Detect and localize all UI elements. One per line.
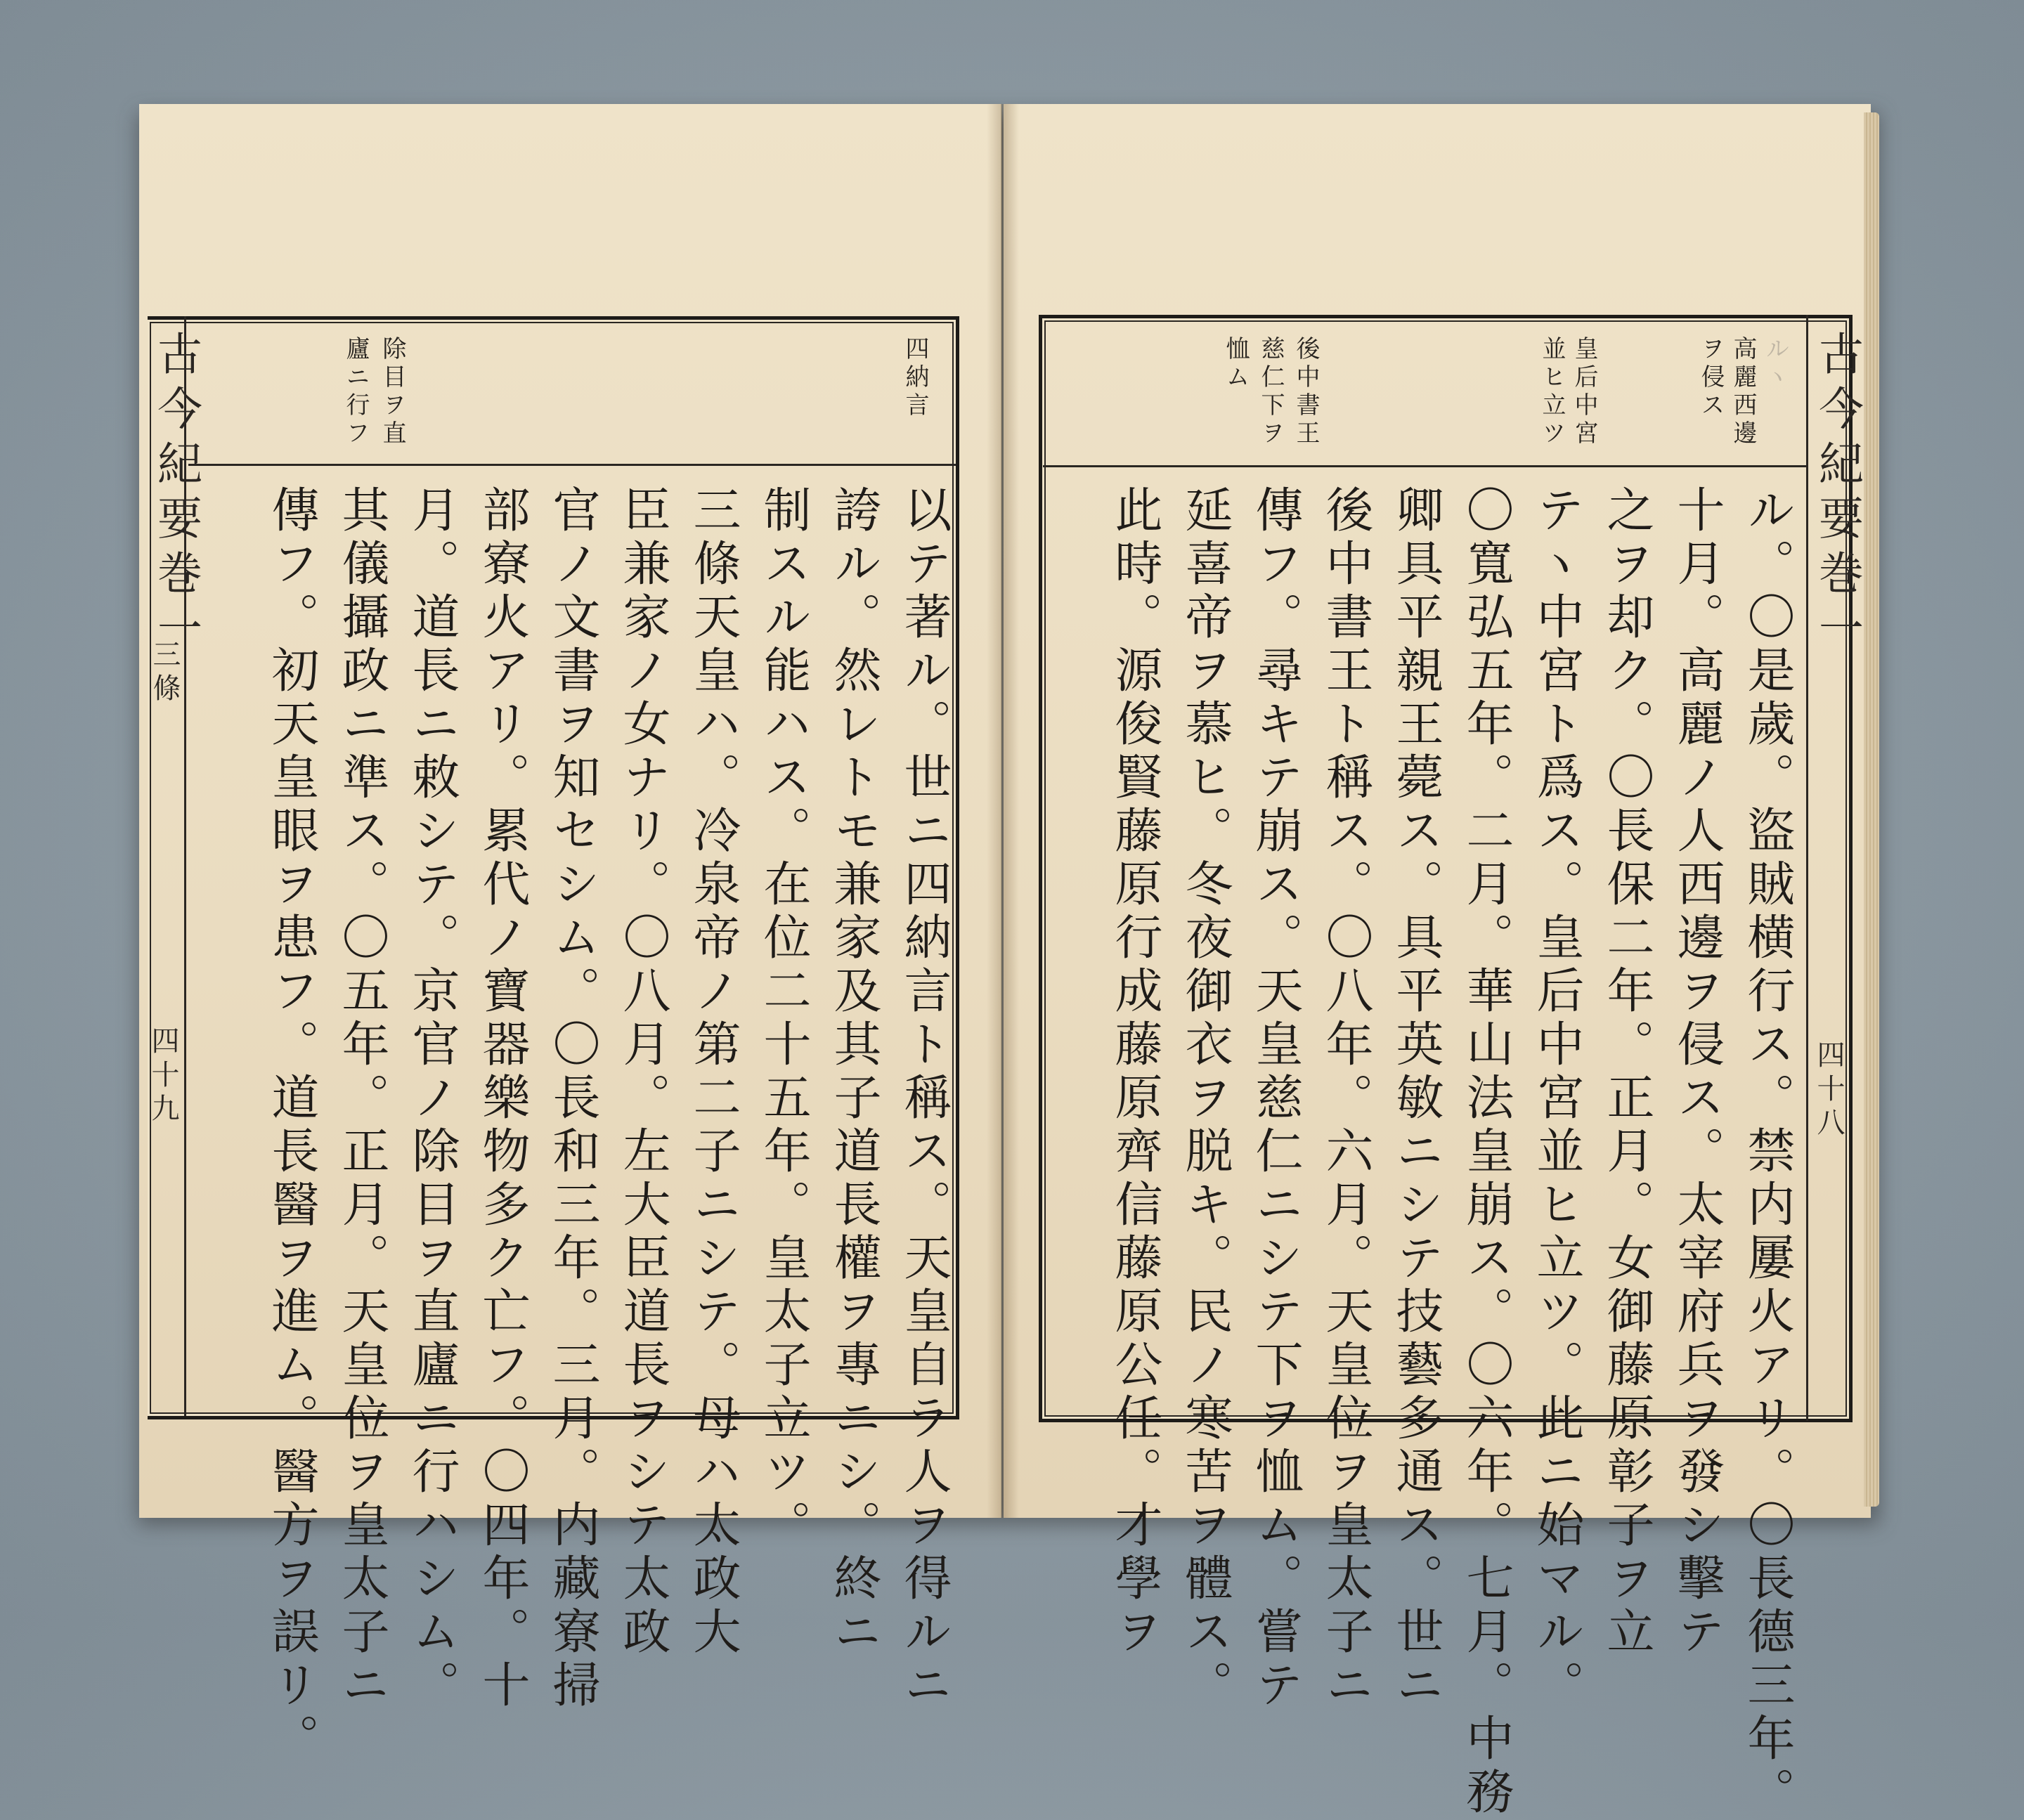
left-column-9: 其儀攝政ニ準ス。〇五年。正月。天皇位ヲ皇太子ニ bbox=[334, 485, 389, 1713]
right-column-7: 後中書王ト稱ス。〇八年。六月。天皇位ヲ皇太子ニ bbox=[1318, 485, 1373, 1713]
left-column-4: 三條天皇ハ。冷泉帝ノ第二子ニシテ。母ハ太政大 bbox=[685, 485, 741, 1660]
left-column-2: 誇ル。然レトモ兼家及其子道長權ヲ專ニシ。終ニ bbox=[826, 485, 881, 1660]
book-gutter bbox=[987, 104, 1019, 1518]
right-column-2: 十月。高麗ノ人西邊ヲ侵ス。太宰府兵ヲ發シ擊テ bbox=[1669, 485, 1725, 1660]
right-column-5: 〇寬弘五年。二月。華山法皇崩ス。〇六年。七月。中務 bbox=[1458, 485, 1514, 1820]
right-column-1: ル。〇是歲。盜賊横行ス。禁内屢火アリ。〇長德三年。 bbox=[1739, 485, 1795, 1820]
left-section-label: 三條 bbox=[148, 639, 181, 707]
right-margin-rule bbox=[1806, 315, 1808, 1421]
right-column-9: 延喜帝ヲ慕ヒ。冬夜御衣ヲ脱キ。民ノ寒苦ヲ體ス。 bbox=[1177, 485, 1233, 1713]
left-header-title: 古今紀要巻一 bbox=[150, 330, 202, 659]
left-note-divider bbox=[188, 464, 956, 466]
left-column-10: 傳フ。初天皇眼ヲ患フ。道長醫ヲ進ム。醫方ヲ誤リ。 bbox=[264, 485, 319, 1767]
left-note-2: 除目ヲ直 bbox=[378, 336, 406, 448]
right-note-4: 並ヒ立ツ bbox=[1538, 336, 1566, 448]
right-column-3: 之ヲ却ク。〇長保二年。正月。女御藤原彰子ヲ立 bbox=[1599, 485, 1654, 1660]
left-note-3: 廬ニ行フ bbox=[342, 336, 370, 448]
right-column-4: テヽ中宮ト爲ス。皇后中宮並ヒ立ツ。此ニ始マル。 bbox=[1529, 485, 1584, 1713]
page-edges bbox=[1864, 112, 1879, 1507]
left-column-7: 部寮火アリ。累代ノ寶器樂物多ク亡フ。〇四年。十 bbox=[474, 485, 530, 1713]
right-header-title: 古今紀要巻一 bbox=[1811, 330, 1863, 659]
right-note-6: 慈仁下ヲ bbox=[1257, 336, 1285, 448]
right-note-5: 後中書王 bbox=[1292, 336, 1320, 448]
left-column-8: 月。道長ニ敕シテ。京官ノ除目ヲ直廬ニ行ハシム。 bbox=[404, 485, 460, 1713]
left-column-5: 臣兼家ノ女ナリ。〇八月。左大臣道長ヲシテ太政 bbox=[615, 485, 670, 1660]
left-column-1: 以テ著ル。世ニ四納言ト稱ス。天皇自ラ人ヲ得ルニ bbox=[896, 485, 952, 1713]
right-folio: 四十八 bbox=[1812, 1040, 1845, 1141]
left-column-6: 官ノ文書ヲ知セシム。〇長和三年。三月。内藏寮掃 bbox=[545, 485, 600, 1713]
right-column-6: 卿具平親王薨ス。具平英敏ニシテ技藝多通ス。世ニ bbox=[1388, 485, 1444, 1713]
right-note-1: 高麗西邊 bbox=[1729, 336, 1757, 448]
left-column-3: 制スル能ハス。在位二十五年。皇太子立ツ。 bbox=[755, 485, 811, 1553]
right-note-2: ヲ侵ス bbox=[1697, 336, 1725, 420]
right-column-8: 傳フ。尋キテ崩ス。天皇慈仁ニシテ下ヲ恤ム。嘗テ bbox=[1247, 485, 1303, 1713]
right-note-7: 恤ム bbox=[1221, 336, 1250, 392]
right-note-ghost: ルヽ bbox=[1761, 336, 1789, 392]
right-column-10: 此時。源俊賢藤原行成藤原齊信藤原公任。才學ヲ bbox=[1107, 485, 1162, 1660]
right-note-3: 皇后中宮 bbox=[1570, 336, 1598, 448]
left-folio: 四十九 bbox=[147, 1026, 179, 1127]
right-note-divider bbox=[1043, 465, 1806, 467]
left-note-1: 四納言 bbox=[901, 336, 929, 420]
